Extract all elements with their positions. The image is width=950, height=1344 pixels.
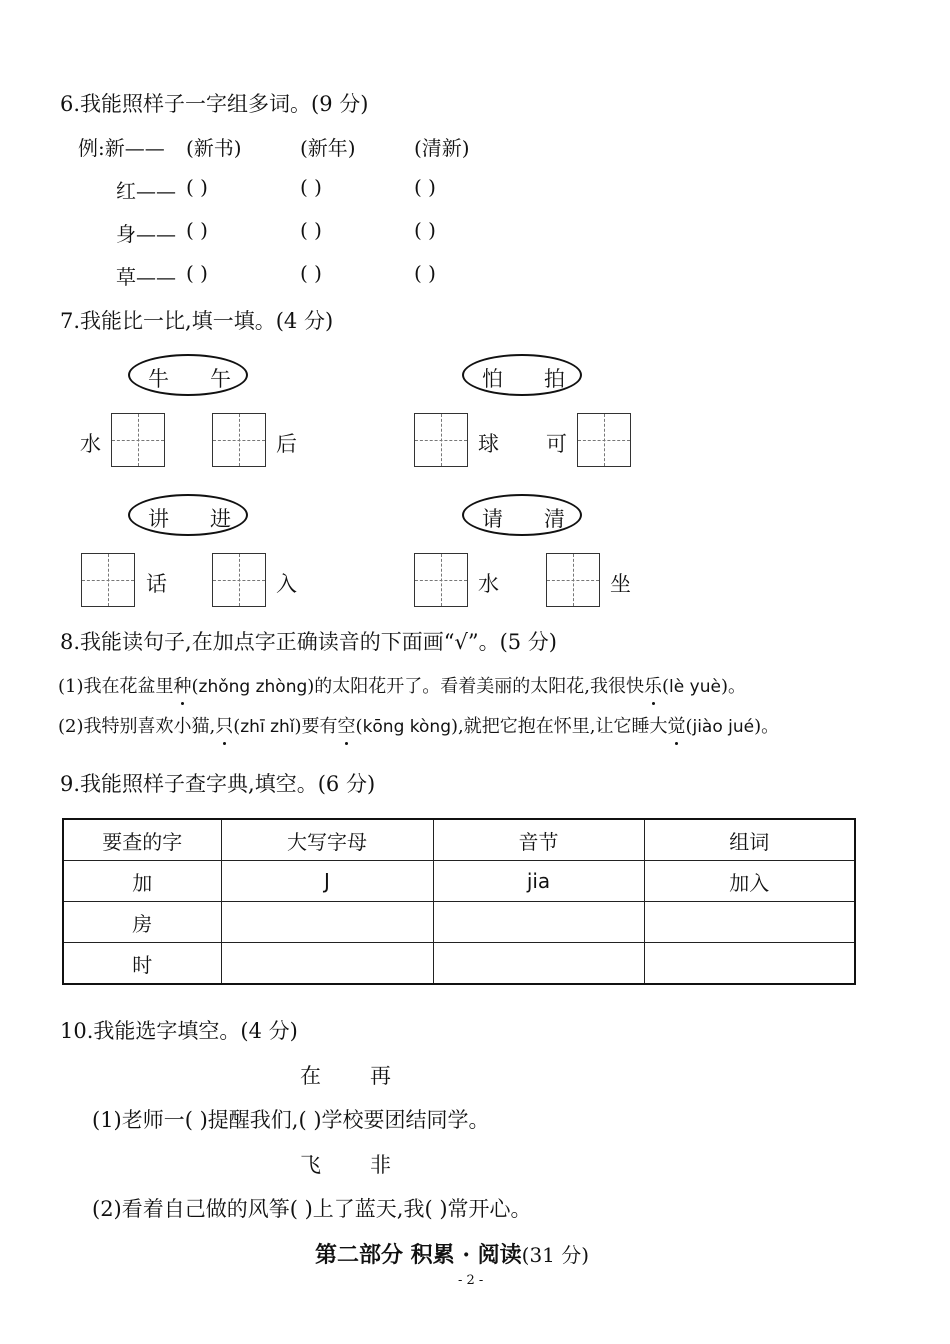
table-header-row <box>63 819 855 861</box>
q10-choice: 再 <box>370 1064 391 1088</box>
q6-blank[interactable]: ( ) <box>186 218 208 242</box>
pinyin-options[interactable]: lè yuè <box>669 677 721 697</box>
q7-label: 入 <box>276 572 297 596</box>
q7-answer-box[interactable] <box>577 413 631 467</box>
q6-example-word: (清新) <box>414 136 470 160</box>
q7-answer-box[interactable] <box>212 553 266 607</box>
table-header: 大写字母 <box>221 819 433 861</box>
table-cell: 房 <box>63 902 221 943</box>
pair-char: 清 <box>544 507 565 531</box>
q6-blank[interactable]: ( ) <box>300 218 322 242</box>
q7-answer-box[interactable] <box>111 413 165 467</box>
section-heading <box>315 1238 589 1269</box>
dotted-char: 只 <box>215 712 233 738</box>
pinyin-options[interactable]: kōng kòng <box>362 717 451 737</box>
q7-label: 水 <box>80 432 101 456</box>
q7-label: 可 <box>546 432 567 456</box>
pinyin-options[interactable]: jiào jué <box>692 717 755 737</box>
table-blank-cell[interactable] <box>433 943 644 985</box>
q6-title: 6.我能照样子一字组多词。(9 分) <box>60 92 369 116</box>
table-cell: J <box>221 861 433 902</box>
q7-label: 水 <box>478 572 499 596</box>
table-row <box>63 861 855 902</box>
q6-blank[interactable]: ( ) <box>300 261 322 285</box>
table-cell: 时 <box>63 943 221 985</box>
table-cell: 加 <box>63 861 221 902</box>
q7-pair-oval <box>462 354 582 396</box>
q9-title: 9.我能照样子查字典,填空。(6 分) <box>60 772 376 796</box>
q7-label: 后 <box>276 432 297 456</box>
q10-title: 10.我能选字填空。(4 分) <box>60 1019 298 1043</box>
q6-blank[interactable]: ( ) <box>414 218 436 242</box>
q7-answer-box[interactable] <box>414 413 468 467</box>
q6-example-word: (新年) <box>300 136 356 160</box>
q6-blank[interactable]: ( ) <box>186 261 208 285</box>
q7-pair-oval <box>128 494 248 536</box>
dotted-char: 觉 <box>667 712 685 738</box>
q8-title: 8.我能读句子,在加点字正确读音的下面画“√”。(5 分) <box>60 630 557 654</box>
q6-row-char: 身—— <box>116 222 176 246</box>
q10-sentence[interactable]: (1)老师一( )提醒我们,( )学校要团结同学。 <box>92 1108 490 1132</box>
table-blank-cell[interactable] <box>644 943 855 985</box>
pinyin-options[interactable]: zhī zhǐ <box>240 717 295 737</box>
pair-char: 午 <box>210 367 231 391</box>
table-row <box>63 902 855 943</box>
dictionary-table <box>62 818 856 985</box>
table-header: 要查的字 <box>63 819 221 861</box>
q7-answer-box[interactable] <box>414 553 468 607</box>
table-cell: jia <box>433 861 644 902</box>
q6-blank[interactable]: ( ) <box>414 261 436 285</box>
q6-blank[interactable]: ( ) <box>186 175 208 199</box>
dotted-char: 种 <box>174 672 192 698</box>
table-blank-cell[interactable] <box>221 943 433 985</box>
table-header: 组词 <box>644 819 855 861</box>
q7-pair-oval <box>462 494 582 536</box>
q7-answer-box[interactable] <box>81 553 135 607</box>
pinyin-options[interactable]: zhǒng zhòng <box>198 677 308 697</box>
q6-example-word: (新书) <box>186 136 242 160</box>
q6-example-label: 例:新—— <box>78 136 165 160</box>
table-blank-cell[interactable] <box>221 902 433 943</box>
q8-sentence-1: (1)我在花盆里种(zhǒng zhòng)的太阳花开了。看着美丽的太阳花,我很快乐(lè yuè)。 <box>58 672 746 698</box>
dotted-char: 乐 <box>644 672 662 698</box>
q6-blank[interactable]: ( ) <box>414 175 436 199</box>
q10-choice: 在 <box>300 1064 321 1088</box>
section-title: 第二部分 积累 · 阅读 <box>315 1242 522 1268</box>
dotted-char: 空 <box>338 712 356 738</box>
q6-row-char: 红—— <box>116 179 176 203</box>
q7-label: 坐 <box>610 572 631 596</box>
table-blank-cell[interactable] <box>433 902 644 943</box>
pair-char: 拍 <box>544 367 565 391</box>
q7-pair-oval <box>128 354 248 396</box>
q10-choice: 飞 <box>300 1153 321 1177</box>
q7-answer-box[interactable] <box>546 553 600 607</box>
pair-char: 怕 <box>482 367 503 391</box>
page-number: - 2 - <box>458 1273 484 1288</box>
q6-row-char: 草—— <box>116 265 176 289</box>
table-row <box>63 943 855 985</box>
pair-char: 牛 <box>148 367 169 391</box>
table-header: 音节 <box>433 819 644 861</box>
q7-title: 7.我能比一比,填一填。(4 分) <box>60 309 334 333</box>
q10-sentence[interactable]: (2)看着自己做的风筝( )上了蓝天,我( )常开心。 <box>92 1197 532 1221</box>
table-cell: 加入 <box>644 861 855 902</box>
pair-char: 讲 <box>148 507 169 531</box>
q10-choice: 非 <box>370 1153 391 1177</box>
section-score: (31 分) <box>521 1243 590 1267</box>
q7-answer-box[interactable] <box>212 413 266 467</box>
q6-blank[interactable]: ( ) <box>300 175 322 199</box>
q7-label: 话 <box>146 572 167 596</box>
pair-char: 请 <box>482 507 503 531</box>
q8-sentence-2: (2)我特别喜欢小猫,只(zhī zhǐ)要有空(kōng kòng),就把它抱在怀里,让它睡大觉(jiào jué)。 <box>58 712 779 738</box>
pair-char: 进 <box>210 507 231 531</box>
q7-label: 球 <box>478 432 499 456</box>
table-blank-cell[interactable] <box>644 902 855 943</box>
